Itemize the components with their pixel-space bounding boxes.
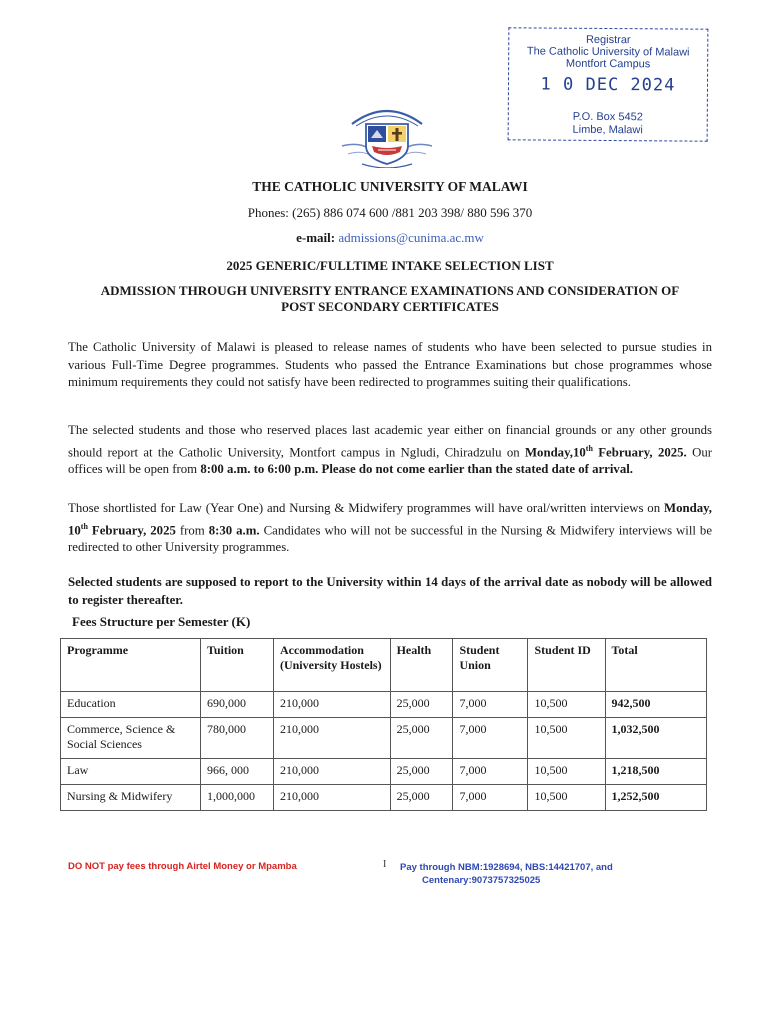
email-link[interactable]: admissions@cunima.ac.mw bbox=[338, 230, 484, 245]
interview-time: 8:30 a.m. bbox=[208, 522, 260, 537]
table-row bbox=[61, 785, 707, 811]
accommodation-cell: 210,000 bbox=[273, 759, 390, 785]
email-line bbox=[40, 230, 740, 246]
accommodation-cell: 210,000 bbox=[273, 785, 390, 811]
fees-heading: Fees Structure per Semester (K) bbox=[72, 614, 251, 629]
programme-cell: Nursing & Midwifery bbox=[61, 785, 201, 811]
health-cell: 25,000 bbox=[390, 718, 453, 759]
payment-accounts bbox=[400, 861, 690, 887]
total-cell: 942,500 bbox=[605, 692, 706, 718]
registrar-stamp bbox=[508, 27, 709, 141]
student-id-cell: 10,500 bbox=[528, 759, 605, 785]
reporting-day-suffix: th bbox=[585, 443, 593, 453]
selection-list-title: 2025 GENERIC/FULLTIME INTAKE SELECTION LIST bbox=[226, 258, 554, 273]
admission-heading-line2: POST SECONDARY CERTIFICATES bbox=[281, 299, 499, 314]
reporting-date: February, 2025. bbox=[592, 444, 687, 459]
accommodation-cell: 210,000 bbox=[273, 692, 390, 718]
table-row bbox=[61, 759, 707, 785]
programme-cell: Law bbox=[61, 759, 201, 785]
footer-separator: I bbox=[383, 859, 387, 870]
fees-table bbox=[60, 638, 707, 811]
stamp-title: Registrar bbox=[585, 33, 631, 47]
stamp-campus: Montfort Campus bbox=[565, 57, 651, 71]
reporting-day: Monday,10 bbox=[524, 444, 586, 459]
total-cell: 1,252,500 bbox=[605, 785, 706, 811]
tuition-cell: 1,000,000 bbox=[200, 785, 273, 811]
reporting-text: The selected students and those who reserved places last academic year either on financial grounds or any other grounds should report at the Catholic University, Montfort campus in Ngludi, Chiradzulu on bbox=[68, 423, 712, 459]
column-header: Accommodation (University Hostels) bbox=[273, 639, 390, 692]
payment-warning: DO NOT pay fees through Airtel Money or Mpamba bbox=[68, 861, 297, 872]
student-id-cell: 10,500 bbox=[528, 718, 605, 759]
office-hours-text: Our offices will be open from bbox=[68, 444, 712, 477]
reporting-paragraph bbox=[68, 422, 712, 479]
tuition-cell: 966, 000 bbox=[200, 759, 273, 785]
interview-day-suffix: th bbox=[80, 521, 88, 531]
accommodation-cell: 210,000 bbox=[273, 718, 390, 759]
university-name: THE CATHOLIC UNIVERSITY OF MALAWI bbox=[252, 179, 528, 194]
column-header: Tuition bbox=[200, 639, 273, 692]
health-cell: 25,000 bbox=[390, 692, 453, 718]
health-cell: 25,000 bbox=[390, 759, 453, 785]
health-cell: 25,000 bbox=[390, 785, 453, 811]
deadline-paragraph: Selected students are supposed to report to the University within 14 days of the arrival date as nobody will be allowed to register thereafter. bbox=[68, 575, 712, 607]
email-label: e-mail: bbox=[296, 230, 336, 245]
column-header: Student ID bbox=[528, 639, 605, 692]
stamp-city: Limbe, Malawi bbox=[572, 123, 643, 137]
student-union-cell: 7,000 bbox=[453, 692, 528, 718]
table-row bbox=[61, 718, 707, 759]
interview-note: Candidates who will not be successful in the Nursing & Midwifery interviews will be redirected to other University programmes. bbox=[68, 522, 713, 555]
intro-paragraph: The Catholic University of Malawi is pleased to release names of students who have been selected to pursue studies in various Full-Time Degree programmes. Students who passed the Entrance Examinations but chose programmes whose minimum requirements they could not satisfy have been redirected to programmes suiting their qualifications. bbox=[68, 340, 712, 389]
total-cell: 1,218,500 bbox=[605, 759, 706, 785]
phone-numbers: Phones: (265) 886 074 600 /881 203 398/ 880 596 370 bbox=[247, 205, 533, 220]
stamp-date: 1 0 DEC 2024 bbox=[540, 74, 676, 96]
total-cell: 1,032,500 bbox=[605, 718, 706, 759]
interview-text: Those shortlisted for Law (Year One) and Nursing & Midwifery programmes will have oral/written interviews on bbox=[68, 501, 664, 515]
column-header: Health bbox=[390, 639, 453, 692]
tuition-cell: 690,000 bbox=[200, 692, 273, 718]
office-hours: 8:00 a.m. to 6:00 p.m. Please do not come earlier than the stated date of arrival. bbox=[200, 462, 633, 477]
admission-heading-line1: ADMISSION THROUGH UNIVERSITY ENTRANCE EXAMINATIONS AND CONSIDERATION OF bbox=[100, 283, 680, 298]
table-header-row bbox=[61, 639, 707, 692]
column-header: Programme bbox=[61, 639, 201, 692]
programme-cell: Education bbox=[61, 692, 201, 718]
stamp-university: The Catholic University of Malawi bbox=[526, 45, 690, 59]
table-row bbox=[61, 692, 707, 718]
column-header: Total bbox=[605, 639, 706, 692]
student-id-cell: 10,500 bbox=[528, 692, 605, 718]
admission-heading bbox=[40, 283, 740, 315]
programme-cell: Commerce, Science & Social Sciences bbox=[61, 718, 201, 759]
interview-paragraph bbox=[68, 500, 712, 557]
payment-accounts-line2: Centenary:9073757325025 bbox=[422, 875, 541, 886]
student-union-cell: 7,000 bbox=[453, 785, 528, 811]
student-id-cell: 10,500 bbox=[528, 785, 605, 811]
column-header: Student Union bbox=[453, 639, 528, 692]
tuition-cell: 780,000 bbox=[200, 718, 273, 759]
interview-from: from bbox=[175, 522, 209, 537]
student-union-cell: 7,000 bbox=[453, 759, 528, 785]
student-union-cell: 7,000 bbox=[453, 718, 528, 759]
interview-day: Monday, 10 bbox=[68, 501, 712, 537]
stamp-po-box: P.O. Box 5452 bbox=[572, 110, 643, 124]
payment-accounts-line1: Pay through NBM:1928694, NBS:14421707, and bbox=[400, 862, 613, 873]
interview-date: February, 2025 bbox=[87, 522, 176, 537]
university-crest-icon bbox=[338, 102, 436, 168]
